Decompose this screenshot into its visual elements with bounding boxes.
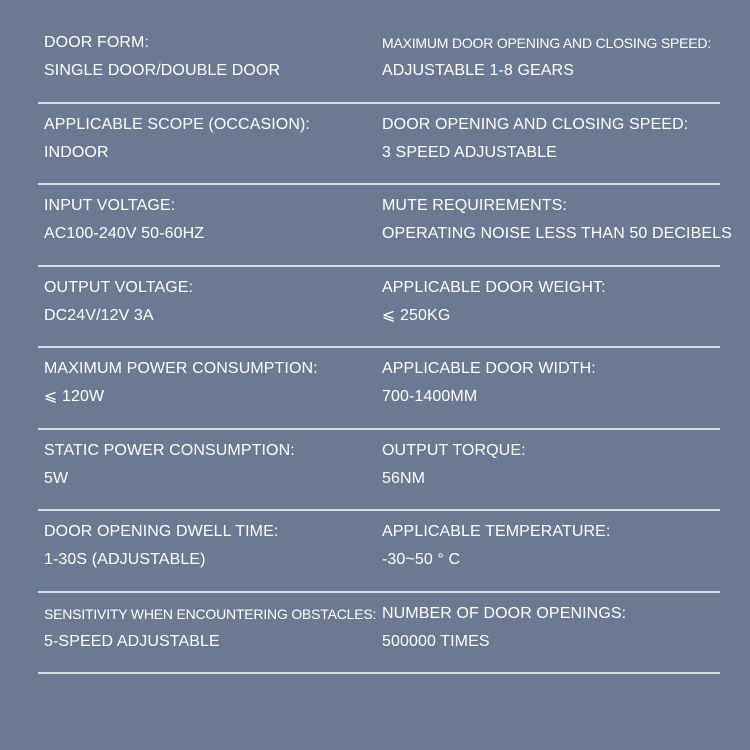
spec-value: 5W	[44, 469, 69, 487]
spec-label: MAXIMUM DOOR OPENING AND CLOSING SPEED:	[382, 35, 712, 51]
spec-door-weight	[382, 274, 720, 330]
spec-value: 500000 TIMES	[382, 632, 490, 650]
spec-value: SINGLE DOOR/DOUBLE DOOR	[44, 62, 281, 79]
spec-value: 5-SPEED ADJUSTABLE	[44, 632, 220, 650]
spec-label: SENSITIVITY WHEN ENCOUNTERING OBSTACLES:	[44, 605, 377, 622]
spec-row	[38, 185, 732, 267]
spec-door-form	[44, 29, 369, 85]
spec-label: DOOR OPENING DWELL TIME:	[44, 523, 279, 540]
spec-value: 1-30S (ADJUSTABLE)	[44, 551, 206, 568]
spec-label: MAXIMUM POWER CONSUMPTION:	[44, 360, 318, 377]
spec-label: OUTPUT VOLTAGE:	[44, 278, 194, 296]
spec-dwell-time	[44, 518, 369, 574]
spec-value: -30~50 ° C	[382, 551, 461, 568]
spec-door-openings	[382, 600, 720, 656]
spec-output-torque	[382, 437, 720, 493]
spec-value: ADJUSTABLE 1-8 GEARS	[382, 62, 574, 79]
spec-max-door-speed	[382, 29, 720, 85]
spec-value: DC24V/12V 3A	[44, 306, 154, 324]
spec-row	[38, 430, 720, 512]
spec-value: AC100-240V 50-60HZ	[44, 225, 205, 242]
spec-output-voltage	[44, 274, 369, 330]
spec-max-power	[44, 355, 369, 411]
spec-obstacle-sensitivity	[44, 600, 377, 656]
spec-row	[38, 104, 720, 186]
spec-value: INDOOR	[44, 143, 109, 161]
spec-applicable-scope	[44, 111, 369, 167]
spec-label: APPLICABLE DOOR WEIGHT:	[382, 278, 606, 296]
spec-label: APPLICABLE SCOPE (OCCASION):	[44, 115, 310, 133]
spec-value: OPERATING NOISE LESS THAN 50 DECIBELS	[382, 225, 732, 242]
spec-label: INPUT VOLTAGE:	[44, 197, 176, 214]
spec-mute-requirements	[382, 192, 732, 248]
spec-input-voltage	[44, 192, 369, 248]
spec-label: MUTE REQUIREMENTS:	[382, 197, 567, 214]
spec-row	[38, 22, 720, 104]
spec-label: OUTPUT TORQUE:	[382, 441, 526, 459]
spec-value: 56NM	[382, 469, 426, 487]
spec-row	[38, 348, 720, 430]
spec-row	[38, 593, 720, 675]
spec-row	[38, 267, 720, 349]
divider	[38, 672, 720, 674]
spec-value: 3 SPEED ADJUSTABLE	[382, 143, 557, 161]
spec-static-power	[44, 437, 369, 493]
spec-temperature	[382, 518, 720, 574]
spec-value: ⩽ 120W	[44, 388, 105, 405]
spec-door-width	[382, 355, 720, 411]
spec-value: 700-1400MM	[382, 388, 478, 405]
spec-row	[38, 511, 720, 593]
spec-label: DOOR FORM:	[44, 34, 149, 51]
spec-label: DOOR OPENING AND CLOSING SPEED:	[382, 115, 689, 133]
spec-label: NUMBER OF DOOR OPENINGS:	[382, 604, 627, 622]
spec-label: APPLICABLE TEMPERATURE:	[382, 523, 611, 540]
spec-label: APPLICABLE DOOR WIDTH:	[382, 360, 596, 377]
spec-label: STATIC POWER CONSUMPTION:	[44, 441, 295, 459]
spec-value: ⩽ 250KG	[382, 306, 451, 324]
spec-door-speed	[382, 111, 720, 167]
